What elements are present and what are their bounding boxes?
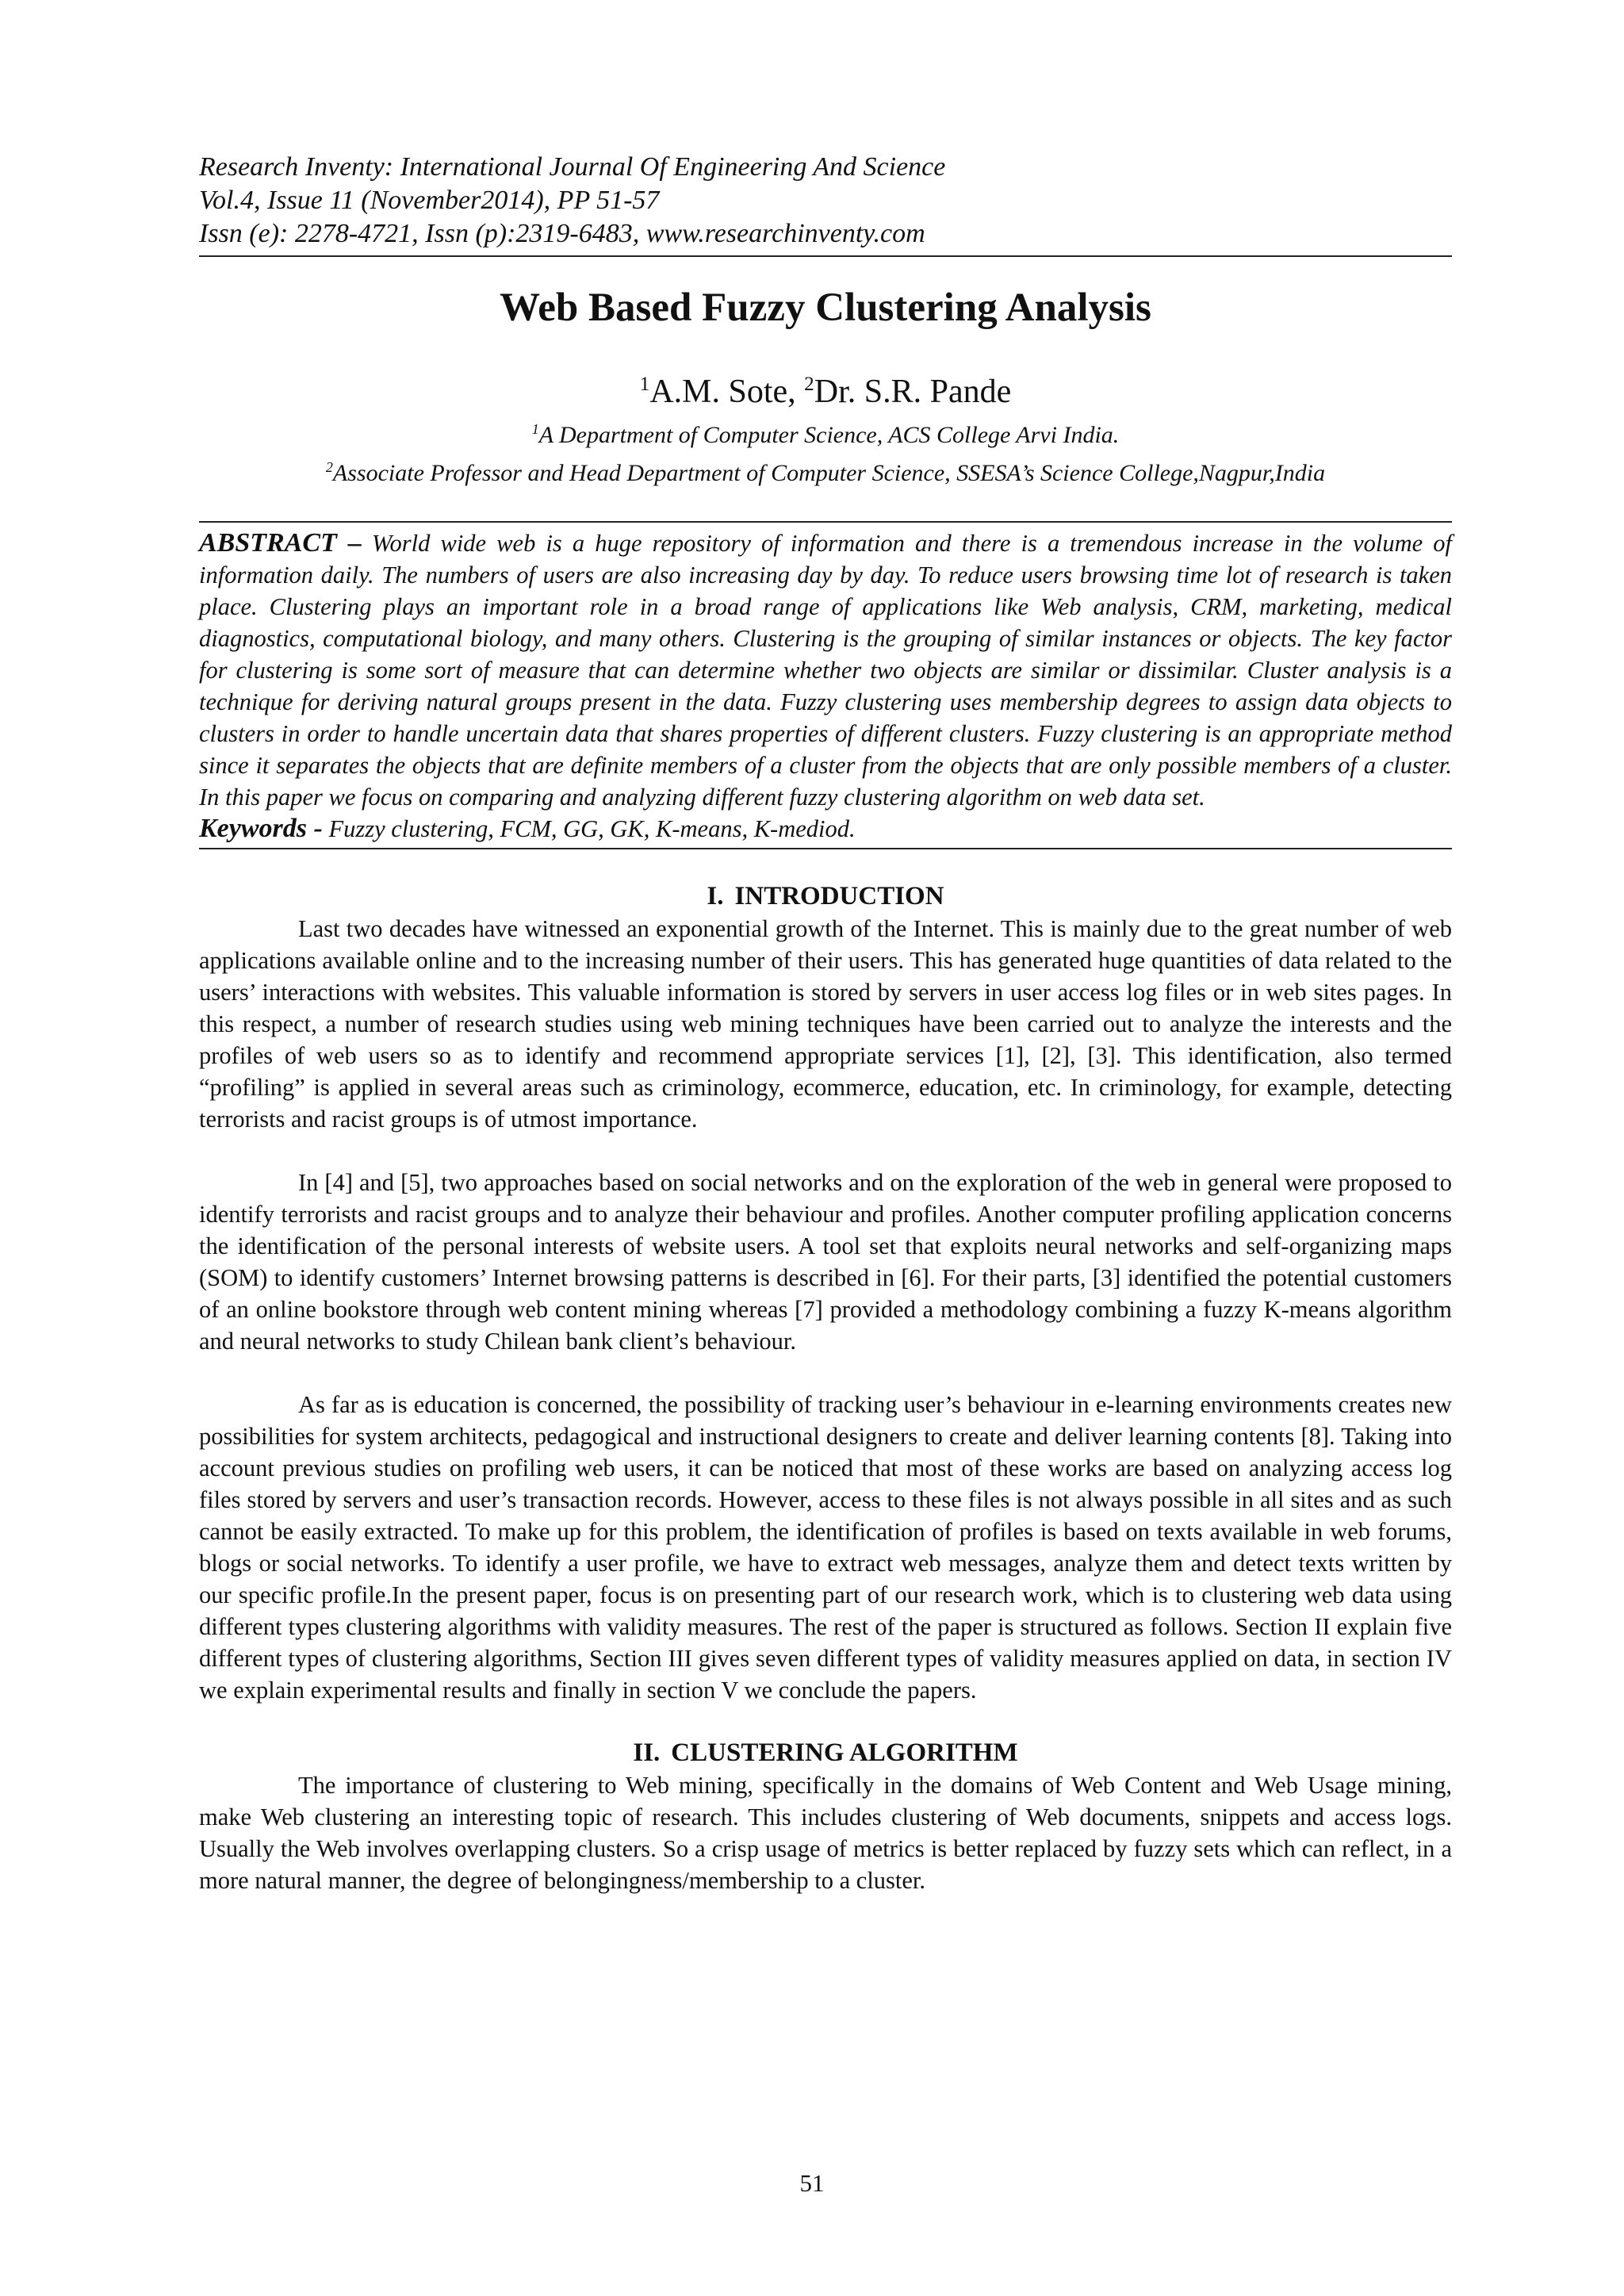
section-1-paragraph-1: Last two decades have witnessed an exponential growth of the Internet. This is mainly due to the great number of web applications available online and to the increasing number of their users. This has generated huge quantities of data related to the users’ interactions with websites. This valuable information is stored by servers in user access log files or in web sites pages. In this respect, a number of research studies using web mining techniques have been carried out to analyze the interests and the profiles of web users so as to identify and recommend appropriate services [1], [2], [3]. This identification, also termed “profiling” is applied in several areas such as criminology, ecommerce, education, etc. In criminology, for example, detecting terrorists and racist groups is of utmost importance.	[199, 915, 1452, 1133]
author-1-marker: 1	[639, 374, 650, 395]
section-1-number: I.	[707, 882, 724, 910]
section-1-paragraph-3: As far as is education is concerned, the possibility of tracking user’s behaviour in e-learning environments creates new possibilities for system architects, pedagogical and instructional designers to create and deliver learning contents [8]. Taking into account previous studies on profiling web users, it can be noticed that most of these works are based on analyzing access log files stored by servers and user’s transaction records. However, access to these files is not always possible in all sites and as such cannot be easily extracted. To make up for this problem, the identification of profiles is based on texts available in web forums, blogs or social networks. To identify a user profile, we have to extract web messages, analyze them and detect texts written by our specific profile.In the present paper, focus is on presenting part of our research work, which is to clustering web data using different types clustering algorithms with validity measures. The rest of the paper is structured as follows. Section II explain five different types of clustering algorithms, Section III gives seven different types of validity measures applied on data, in section IV we explain experimental results and finally in section V we conclude the papers.	[199, 1391, 1452, 1704]
keywords	[199, 813, 1452, 845]
affiliation-1-marker: 1	[531, 421, 539, 437]
abstract-text: World wide web is a huge repository of information and there is a tremendous increase in the volume of information daily. The numbers of users are also increasing day by day. To reduce users browsing time lot of research is taken place. Clustering plays an important role in a broad range of applications like Web analysis, CRM, marketing, medical diagnostics, computational biology, and many others. Clustering is the grouping of similar instances or objects. The key factor for clustering is some sort of measure that can determine whether two objects are similar or dissimilar. Cluster analysis is a technique for deriving natural groups present in the data. Fuzzy clustering uses membership degrees to assign data objects to clusters in order to handle uncertain data that shares properties of different clusters. Fuzzy clustering is an appropriate method since it separates the objects that are definite members of a cluster from the objects that are only possible members of a cluster. In this paper we focus on comparing and analyzing different fuzzy clustering algorithm on web data set.	[199, 530, 1452, 811]
page-number: 51	[799, 2169, 825, 2197]
abstract-label: ABSTRACT –	[199, 528, 362, 558]
header-divider	[199, 255, 1452, 257]
author-1-name: A.M. Sote,	[649, 374, 805, 410]
affiliation-2	[199, 451, 1452, 489]
section-2-title: CLUSTERING ALGORITHM	[671, 1738, 1018, 1767]
author-2-marker: 2	[804, 374, 814, 395]
affiliation-1	[199, 413, 1452, 451]
journal-name: Research Inventy: International Journal Of Engineering And Science	[199, 152, 946, 182]
keywords-text: Fuzzy clustering, FCM, GG, GK, K-means, K-mediod.	[322, 815, 856, 842]
author-2-name: Dr. S.R. Pande	[814, 374, 1012, 410]
section-1-heading	[199, 880, 1452, 913]
journal-header	[199, 151, 1452, 251]
affiliation-2-text: Associate Professor and Head Department of Computer Science, SSESA’s Science College,Nagpur,India	[332, 460, 1326, 486]
paper-page	[199, 151, 1452, 1896]
abstract-bottom-divider	[199, 848, 1452, 849]
affiliation-1-text: A Department of Computer Science, ACS College Arvi India.	[538, 422, 1120, 448]
section-1-paragraph-2: In [4] and [5], two approaches based on social networks and on the exploration of the web in general were proposed to identify terrorists and racist groups and to analyze their behaviour and profiles. Another computer profiling application concerns the identification of the personal interests of website users. A tool set that exploits neural networks and self-organizing maps (SOM) to identify customers’ Internet browsing patterns is described in [6]. For their parts, [3] identified the potential customers of an online bookstore through web content mining whereas [7] provided a methodology combining a fuzzy K-means algorithm and neural networks to study Chilean bank client’s behaviour.	[199, 1169, 1452, 1355]
keywords-label: Keywords -	[199, 814, 323, 843]
section-1-title: INTRODUCTION	[734, 882, 944, 910]
abstract	[199, 527, 1452, 813]
section-2-paragraph-1: The importance of clustering to Web mining, specifically in the domains of Web Content and Web Usage mining, make Web clustering an interesting topic of research. This includes clustering of Web documents, snippets and access logs. Usually the Web involves overlapping clusters. So a crisp usage of metrics is better replaced by fuzzy sets which can reflect, in a more natural manner, the degree of belongingness/membership to a cluster.	[199, 1772, 1452, 1894]
journal-issn: Issn (e): 2278-4721, Issn (p):2319-6483, www.researchinventy.com	[199, 219, 925, 248]
paper-title: Web Based Fuzzy Clustering Analysis	[500, 286, 1151, 330]
journal-volume: Vol.4, Issue 11 (November2014), PP 51-57	[199, 186, 660, 215]
affiliation-2-marker: 2	[325, 459, 333, 475]
author-list	[199, 363, 1452, 413]
abstract-top-divider	[199, 521, 1452, 523]
section-2-heading	[199, 1736, 1452, 1769]
section-2-number: II.	[633, 1738, 661, 1767]
